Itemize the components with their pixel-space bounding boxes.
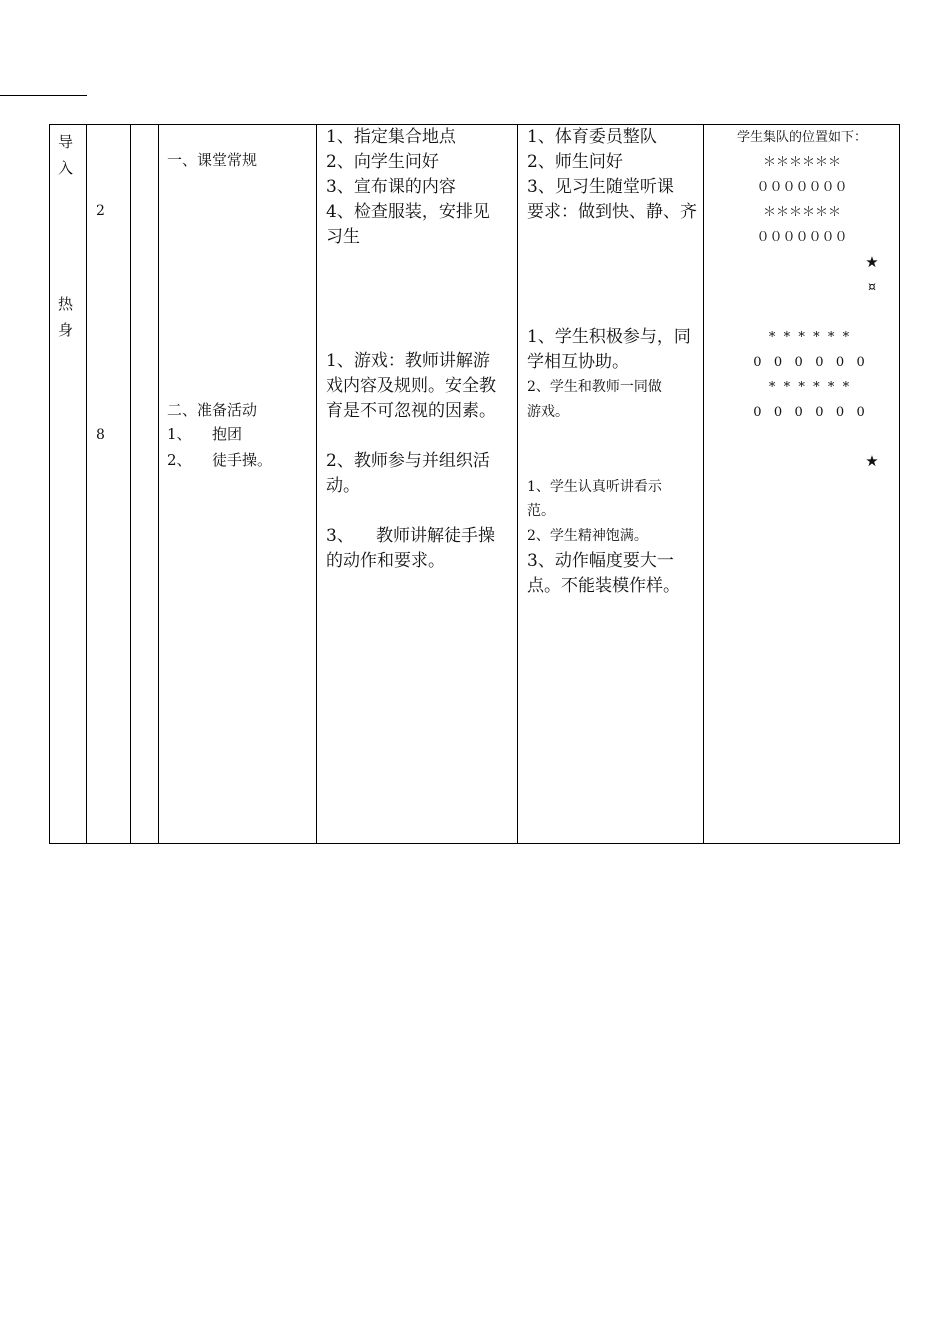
content-item1-num: 1、 bbox=[167, 425, 192, 443]
content-routine: 一、课堂常规 bbox=[167, 151, 258, 169]
formation-row: 0 0 0 0 0 0 bbox=[753, 355, 865, 370]
student-line: 3、见习生随堂听课 bbox=[527, 177, 674, 197]
teacher-line: 2、教师参与并组织活 bbox=[326, 451, 490, 471]
time-warmup: 8 bbox=[96, 427, 105, 443]
column-divider bbox=[158, 125, 159, 843]
student-line: 2、学生和教师一同做 bbox=[527, 379, 662, 395]
formation-row: 0 0 0 0 0 0 bbox=[753, 405, 865, 420]
teacher-star-icon: ★ bbox=[865, 452, 879, 470]
teacher-line: 戏内容及规则。安全教 bbox=[326, 376, 496, 396]
stage-intro-char-1: 导 bbox=[58, 133, 74, 151]
time-intro: 2 bbox=[96, 203, 105, 219]
student-line: 游戏。 bbox=[527, 404, 569, 420]
student-line: 1、体育委员整队 bbox=[527, 127, 657, 147]
student-line: 要求：做到快、静、齐 bbox=[527, 202, 697, 222]
student-line: 3、动作幅度要大一 bbox=[527, 551, 674, 571]
teacher-line: 2、向学生问好 bbox=[326, 152, 439, 172]
observer-mark-icon: ¤ bbox=[867, 280, 877, 295]
formation-row: ０００００００ bbox=[756, 230, 848, 245]
teacher-line-num: 3、 bbox=[326, 526, 354, 546]
column-divider bbox=[86, 125, 87, 843]
teacher-line: 教师讲解徒手操 bbox=[376, 526, 495, 546]
column-divider bbox=[316, 125, 317, 843]
teacher-star-icon: ★ bbox=[865, 253, 879, 271]
content-item2-text: 徒手操。 bbox=[212, 451, 273, 469]
teacher-line: 3、宣布课的内容 bbox=[326, 177, 456, 197]
formation-row: * * * * * * bbox=[768, 330, 850, 345]
content-warmup-title: 二、准备活动 bbox=[167, 401, 258, 419]
formation-row: * * * * * * bbox=[768, 380, 850, 395]
column-divider bbox=[517, 125, 518, 843]
lesson-plan-table bbox=[49, 124, 900, 844]
content-item1-text: 抱团 bbox=[212, 425, 243, 443]
teacher-line: 的动作和要求。 bbox=[326, 551, 445, 571]
student-line: 点。不能装模作样。 bbox=[527, 576, 680, 596]
student-line: 1、学生积极参与，同 bbox=[527, 327, 691, 347]
header-rule bbox=[0, 95, 87, 96]
stage-warmup-char-2: 身 bbox=[58, 321, 74, 339]
teacher-line: 动。 bbox=[326, 476, 360, 496]
student-line: 2、学生精神饱满。 bbox=[527, 528, 648, 544]
teacher-line: 1、游戏：教师讲解游 bbox=[326, 351, 490, 371]
formation-caption: 学生集队的位置如下： bbox=[736, 130, 867, 145]
student-line: 范。 bbox=[527, 503, 555, 519]
formation-row: ＊＊＊＊＊＊ bbox=[762, 205, 841, 220]
teacher-line: 育是不可忽视的因素。 bbox=[326, 401, 496, 421]
formation-row: ＊＊＊＊＊＊ bbox=[762, 155, 841, 170]
student-line: 1、学生认真听讲看示 bbox=[527, 479, 662, 495]
stage-intro-char-2: 入 bbox=[58, 159, 74, 177]
column-divider bbox=[130, 125, 131, 843]
content-item2-num: 2、 bbox=[167, 451, 192, 469]
student-line: 学相互协助。 bbox=[527, 352, 629, 372]
teacher-line: 1、指定集合地点 bbox=[326, 127, 456, 147]
teacher-line: 4、检查服装，安排见 bbox=[326, 202, 490, 222]
formation-row: ０００００００ bbox=[756, 180, 848, 195]
teacher-line: 习生 bbox=[326, 227, 360, 247]
stage-warmup-char-1: 热 bbox=[58, 295, 74, 313]
student-line: 2、师生问好 bbox=[527, 152, 623, 172]
